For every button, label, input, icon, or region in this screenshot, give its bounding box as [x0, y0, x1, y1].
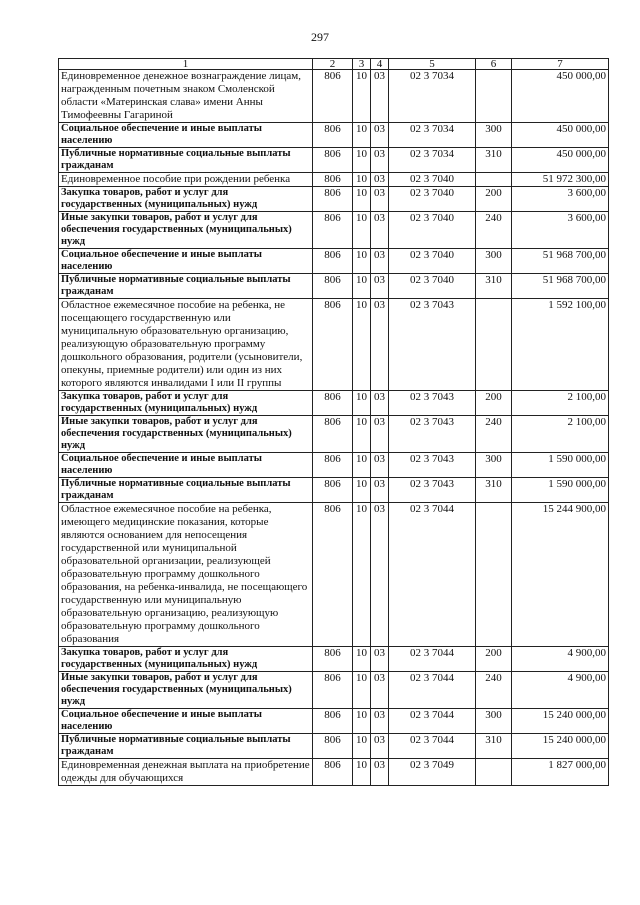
- row-target-article-cell: 02 3 7043: [389, 453, 476, 478]
- row-amount-cell: 4 900,00: [512, 647, 609, 672]
- row-expense-type-cell: 310: [476, 734, 512, 759]
- page-number: 297: [311, 30, 329, 44]
- row-target-article-cell: 02 3 7043: [389, 299, 476, 391]
- row-expense-type-cell: 300: [476, 123, 512, 148]
- row-subsection-cell: 03: [371, 274, 389, 299]
- row-target-article-cell: 02 3 7044: [389, 647, 476, 672]
- row-admin-code-cell: 806: [313, 503, 353, 647]
- row-name-cell: Единовременное денежное вознаграждение лицам, награжденным почетным знаком Смоленской области «Материнская слава» имени Анны Тимофеевны Гагариной: [59, 70, 313, 123]
- row-subsection-cell: 03: [371, 709, 389, 734]
- row-target-article-cell: 02 3 7040: [389, 173, 476, 187]
- row-expense-type-cell: [476, 173, 512, 187]
- row-subsection-cell: 03: [371, 759, 389, 786]
- row-expense-type-cell: 200: [476, 391, 512, 416]
- row-expense-type-cell: [476, 503, 512, 647]
- row-amount-cell: 15 244 900,00: [512, 503, 609, 647]
- row-amount-cell: 15 240 000,00: [512, 709, 609, 734]
- table-row: [59, 759, 609, 786]
- header-col-5: 5: [389, 59, 476, 70]
- row-subsection-cell: 03: [371, 249, 389, 274]
- row-section-cell: 10: [353, 709, 371, 734]
- row-amount-cell: 450 000,00: [512, 148, 609, 173]
- row-admin-code-cell: 806: [313, 274, 353, 299]
- row-subsection-cell: 03: [371, 416, 389, 453]
- header-col-6: 6: [476, 59, 512, 70]
- row-subsection-cell: 03: [371, 672, 389, 709]
- table-row: [59, 453, 609, 478]
- row-amount-cell: 15 240 000,00: [512, 734, 609, 759]
- row-subsection-cell: 03: [371, 212, 389, 249]
- row-expense-type-cell: 310: [476, 274, 512, 299]
- row-subsection-cell: 03: [371, 647, 389, 672]
- table-row: [59, 299, 609, 391]
- table-row: [59, 187, 609, 212]
- header-col-1: 1: [59, 59, 313, 70]
- row-target-article-cell: 02 3 7040: [389, 212, 476, 249]
- row-section-cell: 10: [353, 647, 371, 672]
- row-expense-type-cell: 300: [476, 249, 512, 274]
- row-amount-cell: 450 000,00: [512, 70, 609, 123]
- row-expense-type-cell: 310: [476, 148, 512, 173]
- row-amount-cell: 1 590 000,00: [512, 453, 609, 478]
- row-admin-code-cell: 806: [313, 647, 353, 672]
- row-subsection-cell: 03: [371, 123, 389, 148]
- row-expense-type-cell: 200: [476, 187, 512, 212]
- table-row: [59, 123, 609, 148]
- row-section-cell: 10: [353, 299, 371, 391]
- row-amount-cell: 1 592 100,00: [512, 299, 609, 391]
- table-row: [59, 249, 609, 274]
- row-expense-type-cell: [476, 70, 512, 123]
- row-admin-code-cell: 806: [313, 249, 353, 274]
- row-target-article-cell: 02 3 7040: [389, 187, 476, 212]
- row-amount-cell: 4 900,00: [512, 672, 609, 709]
- row-name-cell: Социальное обеспечение и иные выплаты населению: [59, 123, 313, 148]
- row-expense-type-cell: 240: [476, 672, 512, 709]
- row-admin-code-cell: 806: [313, 148, 353, 173]
- row-expense-type-cell: 240: [476, 212, 512, 249]
- row-section-cell: 10: [353, 759, 371, 786]
- table-row: [59, 478, 609, 503]
- row-target-article-cell: 02 3 7043: [389, 391, 476, 416]
- row-name-cell: Социальное обеспечение и иные выплаты населению: [59, 453, 313, 478]
- row-expense-type-cell: 240: [476, 416, 512, 453]
- row-expense-type-cell: 310: [476, 478, 512, 503]
- table-row: [59, 212, 609, 249]
- row-amount-cell: 2 100,00: [512, 391, 609, 416]
- row-expense-type-cell: [476, 299, 512, 391]
- row-subsection-cell: 03: [371, 187, 389, 212]
- row-target-article-cell: 02 3 7044: [389, 734, 476, 759]
- row-name-cell: Публичные нормативные социальные выплаты гражданам: [59, 734, 313, 759]
- row-section-cell: 10: [353, 416, 371, 453]
- table-body: [59, 70, 609, 786]
- row-name-cell: Единовременная денежная выплата на приобретение одежды для обучающихся: [59, 759, 313, 786]
- row-amount-cell: 3 600,00: [512, 212, 609, 249]
- row-target-article-cell: 02 3 7043: [389, 478, 476, 503]
- row-admin-code-cell: 806: [313, 123, 353, 148]
- row-admin-code-cell: 806: [313, 453, 353, 478]
- row-section-cell: 10: [353, 274, 371, 299]
- row-target-article-cell: 02 3 7044: [389, 503, 476, 647]
- row-target-article-cell: 02 3 7034: [389, 123, 476, 148]
- row-name-cell: Единовременное пособие при рождении ребенка: [59, 173, 313, 187]
- header-col-4: 4: [371, 59, 389, 70]
- row-subsection-cell: 03: [371, 478, 389, 503]
- row-subsection-cell: 03: [371, 299, 389, 391]
- row-section-cell: 10: [353, 70, 371, 123]
- row-amount-cell: 51 968 700,00: [512, 274, 609, 299]
- row-expense-type-cell: 300: [476, 453, 512, 478]
- row-admin-code-cell: 806: [313, 173, 353, 187]
- row-name-cell: Публичные нормативные социальные выплаты гражданам: [59, 274, 313, 299]
- row-name-cell: Публичные нормативные социальные выплаты гражданам: [59, 478, 313, 503]
- row-target-article-cell: 02 3 7034: [389, 148, 476, 173]
- table-row: [59, 274, 609, 299]
- row-subsection-cell: 03: [371, 391, 389, 416]
- row-name-cell: Закупка товаров, работ и услуг для государственных (муниципальных) нужд: [59, 391, 313, 416]
- row-admin-code-cell: 806: [313, 672, 353, 709]
- table-header-row: [59, 59, 609, 70]
- row-section-cell: 10: [353, 478, 371, 503]
- row-name-cell: Иные закупки товаров, работ и услуг для обеспечения государственных (муниципальных) нужд: [59, 672, 313, 709]
- table-row: [59, 734, 609, 759]
- row-amount-cell: 3 600,00: [512, 187, 609, 212]
- row-name-cell: Иные закупки товаров, работ и услуг для обеспечения государственных (муниципальных) нужд: [59, 416, 313, 453]
- row-target-article-cell: 02 3 7043: [389, 416, 476, 453]
- row-admin-code-cell: 806: [313, 416, 353, 453]
- row-admin-code-cell: 806: [313, 187, 353, 212]
- row-name-cell: Социальное обеспечение и иные выплаты населению: [59, 249, 313, 274]
- row-section-cell: 10: [353, 734, 371, 759]
- table-row: [59, 709, 609, 734]
- row-section-cell: 10: [353, 672, 371, 709]
- row-section-cell: 10: [353, 503, 371, 647]
- table-row: [59, 148, 609, 173]
- row-section-cell: 10: [353, 187, 371, 212]
- row-amount-cell: 2 100,00: [512, 416, 609, 453]
- row-target-article-cell: 02 3 7040: [389, 249, 476, 274]
- header-col-3: 3: [353, 59, 371, 70]
- row-name-cell: Областное ежемесячное пособие на ребенка, имеющего медицинские показания, которые являются основанием для непосещения государственной или муниципальной образовательной организации, реализующей образовательную программу дошкольного образования, на ребенка-инвалида, не посещающего государственную или муниципальную образовательную организацию, реализующую образовательную программу дошкольного образования: [59, 503, 313, 647]
- row-section-cell: 10: [353, 212, 371, 249]
- row-subsection-cell: 03: [371, 148, 389, 173]
- row-expense-type-cell: [476, 759, 512, 786]
- row-amount-cell: 51 968 700,00: [512, 249, 609, 274]
- table-row: [59, 391, 609, 416]
- row-section-cell: 10: [353, 453, 371, 478]
- row-section-cell: 10: [353, 123, 371, 148]
- table-row: [59, 503, 609, 647]
- header-col-7: 7: [512, 59, 609, 70]
- table-row: [59, 672, 609, 709]
- row-subsection-cell: 03: [371, 453, 389, 478]
- row-target-article-cell: 02 3 7044: [389, 672, 476, 709]
- row-target-article-cell: 02 3 7049: [389, 759, 476, 786]
- row-amount-cell: 1 590 000,00: [512, 478, 609, 503]
- row-admin-code-cell: 806: [313, 478, 353, 503]
- row-subsection-cell: 03: [371, 734, 389, 759]
- table-row: [59, 173, 609, 187]
- row-name-cell: Публичные нормативные социальные выплаты гражданам: [59, 148, 313, 173]
- row-admin-code-cell: 806: [313, 759, 353, 786]
- row-subsection-cell: 03: [371, 173, 389, 187]
- row-name-cell: Иные закупки товаров, работ и услуг для обеспечения государственных (муниципальных) нужд: [59, 212, 313, 249]
- row-expense-type-cell: 300: [476, 709, 512, 734]
- row-name-cell: Областное ежемесячное пособие на ребенка, не посещающего государственную или муниципальную образовательную организацию, реализующую образовательную программу дошкольного образования, родители (усыновители, опекуны, приемные родители) или один из них которого являются инвалидами I или II группы: [59, 299, 313, 391]
- row-amount-cell: 51 972 300,00: [512, 173, 609, 187]
- row-section-cell: 10: [353, 391, 371, 416]
- row-target-article-cell: 02 3 7034: [389, 70, 476, 123]
- row-admin-code-cell: 806: [313, 212, 353, 249]
- table-row: [59, 416, 609, 453]
- row-section-cell: 10: [353, 249, 371, 274]
- row-admin-code-cell: 806: [313, 299, 353, 391]
- row-target-article-cell: 02 3 7040: [389, 274, 476, 299]
- row-admin-code-cell: 806: [313, 391, 353, 416]
- row-amount-cell: 450 000,00: [512, 123, 609, 148]
- table-row: [59, 647, 609, 672]
- row-target-article-cell: 02 3 7044: [389, 709, 476, 734]
- row-admin-code-cell: 806: [313, 709, 353, 734]
- header-col-2: 2: [313, 59, 353, 70]
- row-section-cell: 10: [353, 148, 371, 173]
- row-amount-cell: 1 827 000,00: [512, 759, 609, 786]
- row-expense-type-cell: 200: [476, 647, 512, 672]
- row-name-cell: Закупка товаров, работ и услуг для государственных (муниципальных) нужд: [59, 187, 313, 212]
- row-name-cell: Социальное обеспечение и иные выплаты населению: [59, 709, 313, 734]
- row-section-cell: 10: [353, 173, 371, 187]
- row-admin-code-cell: 806: [313, 70, 353, 123]
- row-admin-code-cell: 806: [313, 734, 353, 759]
- row-subsection-cell: 03: [371, 503, 389, 647]
- row-name-cell: Закупка товаров, работ и услуг для государственных (муниципальных) нужд: [59, 647, 313, 672]
- table-row: [59, 70, 609, 123]
- row-subsection-cell: 03: [371, 70, 389, 123]
- budget-table: [58, 58, 609, 786]
